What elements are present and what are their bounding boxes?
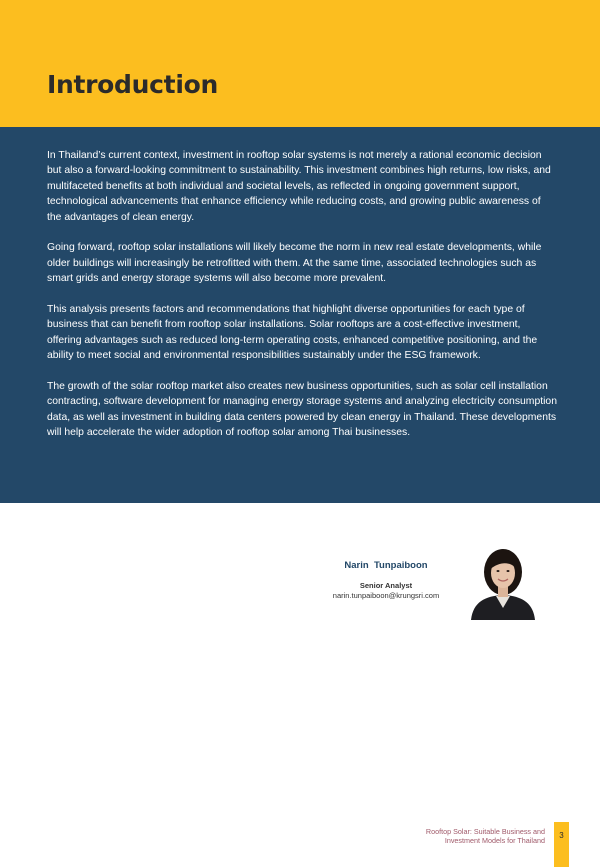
paragraph: Going forward, rooftop solar installations will likely become the norm in new real estate developments, while older buildings will increasingly be retrofitted with them. At the same time, associated technologies such as smart grids and energy storage systems will also become more prevalent.: [47, 242, 542, 285]
footer-caption: [325, 827, 545, 845]
header-band: [0, 0, 600, 127]
footer-caption-line: Rooftop Solar: Suitable Business and: [425, 827, 545, 836]
paragraph: In Thailand’s current context, investment in rooftop solar systems is not merely a rational economic decision but also a forward-looking commitment to sustainability. This investment combines high returns, low risks, and multifaceted benefits at both individual and societal levels, as reflected in ongoing government support, technological advancements that enhance efficiency while reducing costs, and growing public awareness of the advantages of clean energy.: [47, 150, 551, 223]
intro-text: [47, 148, 557, 456]
page-number: 3: [554, 822, 569, 867]
author-email: narin.tunpaiboon@krungsri.com: [332, 591, 440, 600]
author-name: Narin Tunpaiboon: [344, 560, 428, 571]
paragraph: This analysis presents factors and recommendations that highlight diverse opportunities for each type of business that can benefit from rooftop solar installations. Solar rooftops are a cost-effective investment, offering advantages such as reduced long-term operating costs, enhanced competitive positioning, and the ability to meet social and environmental responsibilities sustainably under the ESG framework.: [47, 304, 538, 362]
avatar: [463, 540, 543, 620]
page-title: Introduction: [47, 70, 218, 99]
author-title: Senior Analyst: [359, 581, 413, 590]
paragraph: The growth of the solar rooftop market also creates new business opportunities, such as solar cell installation contracting, software development for managing energy storage systems and analyzing electricity consumption data, as well as investment in building data centers powered by clean energy in Thailand. These developments will help accelerate the wider adoption of rooftop solar among Thai businesses.: [47, 381, 557, 439]
author-photo: [463, 540, 543, 620]
footer-caption-line: Investment Models for Thailand: [444, 836, 545, 845]
